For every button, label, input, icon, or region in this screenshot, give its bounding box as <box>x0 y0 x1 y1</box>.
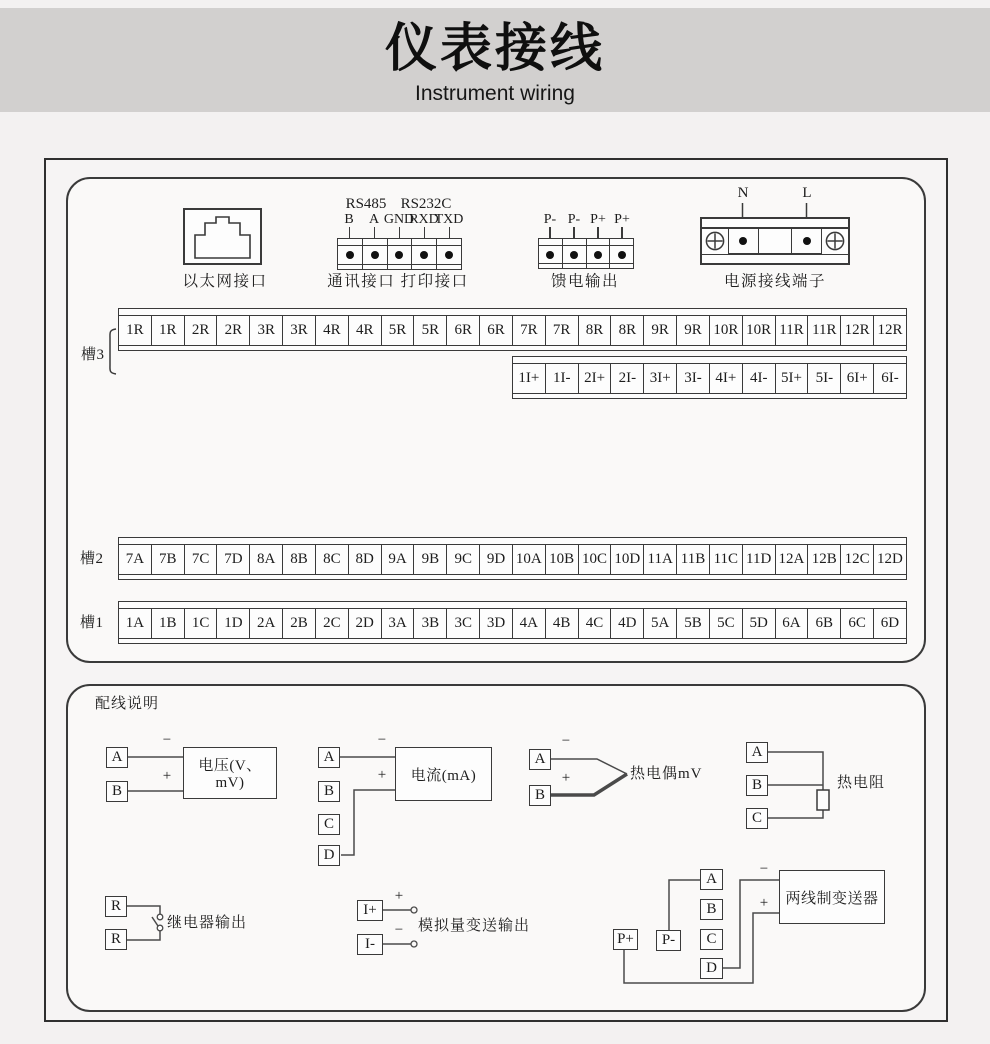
terminal-cell: 4A <box>513 609 546 638</box>
terminal-cell: 5A <box>644 609 677 638</box>
comm-terminal-block <box>337 238 462 270</box>
terminal-cell: 1R <box>119 316 152 345</box>
terminal-cell: 4I- <box>743 364 776 393</box>
terminal-cell: 6D <box>880 615 900 631</box>
pin-label-txd: TXD <box>434 212 464 227</box>
terminal-box-b: B <box>318 781 340 802</box>
minus-sign: − <box>377 732 387 748</box>
strip-rail <box>119 638 906 643</box>
pin-label-b: B <box>344 212 354 227</box>
pin-label-gnd: GND <box>383 212 415 227</box>
terminal-cell: 10A <box>513 545 546 574</box>
terminal-pin-cell <box>563 239 587 268</box>
analog-output-label: 模拟量变送输出 <box>418 918 531 934</box>
terminal-cell: 1R <box>152 316 185 345</box>
plus-sign: + <box>162 768 172 784</box>
terminal-cell: 10B <box>546 545 579 574</box>
terminal-cell: 11D <box>743 545 776 574</box>
power-inner-block <box>728 228 822 254</box>
terminal-box-pminus: P- <box>656 930 681 951</box>
power-terminal-block <box>700 217 850 265</box>
rs232c-label: RS232C <box>400 196 452 212</box>
relay-output-label: 继电器输出 <box>167 915 248 931</box>
terminal-cell: 11B <box>677 545 710 574</box>
strip-rail <box>119 574 906 579</box>
terminal-cell: 10R <box>743 316 776 345</box>
strip-rail <box>119 309 906 316</box>
terminal-cell: 5R <box>414 316 447 345</box>
wiring-notes-title: 配线说明 <box>95 696 160 712</box>
pin-wire <box>549 227 551 238</box>
terminal-cell: 3A <box>382 609 415 638</box>
voltage-device-box: 电压(V、mV) <box>183 747 277 799</box>
terminal-pin-cell <box>539 239 563 268</box>
terminal-cell: 8D <box>349 545 382 574</box>
terminal-dot <box>420 251 428 259</box>
screw-icon <box>705 231 725 251</box>
terminal-cell: 6B <box>808 609 841 638</box>
strip-rail <box>513 393 906 398</box>
pin-label-a: A <box>368 212 380 227</box>
terminal-box-a: A <box>106 747 128 768</box>
terminal-cell: 3R <box>250 316 283 345</box>
comm-print-caption: 通讯接口 打印接口 <box>327 273 469 290</box>
slot3-terminal-strip <box>118 308 907 351</box>
terminal-cell: 7R <box>546 316 579 345</box>
terminal-pin-cell <box>363 239 388 269</box>
current-device-box: 电流(mA) <box>395 747 492 801</box>
slot2-label: 槽2 <box>80 551 104 567</box>
pin-label-pplus: P+ <box>614 212 630 227</box>
terminal-pin-cell <box>587 239 611 268</box>
terminal-cell: 6R <box>480 316 513 345</box>
terminal-pin-cell <box>610 239 633 268</box>
terminal-cell: 9C <box>447 545 480 574</box>
terminal-cell: 4I+ <box>710 364 743 393</box>
terminal-cell: 4C <box>579 609 612 638</box>
terminal-cell: 9D <box>480 545 513 574</box>
rtd-label: 热电阻 <box>837 775 886 791</box>
terminal-cell: 7B <box>152 545 185 574</box>
pin-label-l: L <box>802 185 812 201</box>
terminal-box-b: B <box>106 781 128 802</box>
terminal-cell: 6I- <box>881 370 899 386</box>
pin-label-pplus: P+ <box>590 212 606 227</box>
pin-wire <box>573 227 575 238</box>
pin-wire <box>374 227 376 238</box>
pin-wire <box>399 227 401 238</box>
slot1-terminal-strip <box>118 601 907 644</box>
plus-sign: + <box>394 888 404 904</box>
terminal-cell: 9B <box>414 545 447 574</box>
terminal-cell: 8C <box>316 545 349 574</box>
terminal-box-iminus: I- <box>357 934 383 955</box>
terminal-box-c: C <box>700 929 723 950</box>
minus-sign: − <box>561 733 571 749</box>
terminal-cell: 10C <box>579 545 612 574</box>
strip-rail <box>513 357 906 364</box>
terminal-cell: 11R <box>808 316 841 345</box>
plus-sign: + <box>759 895 769 911</box>
terminal-cell: 2R <box>217 316 250 345</box>
terminal-cell: 3I+ <box>644 364 677 393</box>
terminal-cell: 1I+ <box>513 364 546 393</box>
terminal-cell: 5B <box>677 609 710 638</box>
terminal-cell: 3D <box>480 609 513 638</box>
terminal-box-r: R <box>105 896 127 917</box>
terminal-cell: 10D <box>611 545 644 574</box>
terminal-dot <box>546 251 554 259</box>
terminal-cell: 7C <box>185 545 218 574</box>
terminal-cell: 6C <box>841 609 874 638</box>
terminal-pin-cell <box>729 229 758 253</box>
terminal-cell: 5R <box>382 316 415 345</box>
terminal-cell: 2B <box>283 609 316 638</box>
terminal-cell: 2I+ <box>579 364 612 393</box>
pin-label-rxd: RXD <box>409 212 439 227</box>
terminal-cell: 12C <box>841 545 874 574</box>
strip-rail <box>119 538 906 545</box>
pin-wire <box>349 227 351 238</box>
terminal-cell: 4R <box>316 316 349 345</box>
terminal-cell: 3I- <box>677 364 710 393</box>
terminal-dot <box>445 251 453 259</box>
terminal-box-a: A <box>529 749 551 770</box>
terminal-cell: 5C <box>710 609 743 638</box>
terminal-cell: 11A <box>644 545 677 574</box>
terminal-cell: 7A <box>119 545 152 574</box>
page-subtitle: Instrument wiring <box>415 82 575 105</box>
terminal-box-c: C <box>746 808 768 829</box>
terminal-pin-cell <box>792 229 821 253</box>
terminal-dot <box>618 251 626 259</box>
terminal-box-pplus: P+ <box>613 929 638 950</box>
terminal-cell: 7D <box>217 545 250 574</box>
minus-sign: − <box>759 861 769 877</box>
terminal-cell: 12A <box>776 545 809 574</box>
slot2-terminal-strip <box>118 537 907 580</box>
slot1-label: 槽1 <box>80 615 104 631</box>
terminal-cell: 2A <box>250 609 283 638</box>
terminal-cell: 5D <box>743 609 776 638</box>
rs485-label: RS485 <box>345 196 387 212</box>
terminal-cell: 1B <box>152 609 185 638</box>
terminal-cell: 11C <box>710 545 743 574</box>
screw-icon <box>825 231 845 251</box>
terminal-cell: 1I- <box>546 364 579 393</box>
terminal-cell: 10R <box>710 316 743 345</box>
terminal-cell: 12R <box>877 322 903 338</box>
terminal-cell: 4R <box>349 316 382 345</box>
terminal-cell: 5I- <box>808 364 841 393</box>
terminal-spacer-cell <box>758 229 793 253</box>
page-title: 仪表接线 <box>384 20 605 78</box>
terminal-cell: 3C <box>447 609 480 638</box>
terminal-cell: 12D <box>877 551 903 567</box>
terminal-cell: 8B <box>283 545 316 574</box>
pin-wire <box>621 227 623 238</box>
terminal-pin-cell <box>338 239 363 269</box>
terminal-cell: 12R <box>841 316 874 345</box>
terminal-cell: 3R <box>283 316 316 345</box>
minus-sign: − <box>394 922 404 938</box>
terminal-cell: 6I+ <box>841 364 874 393</box>
terminal-cell: 1D <box>217 609 250 638</box>
terminal-dot <box>570 251 578 259</box>
terminal-box-b: B <box>746 775 768 796</box>
terminal-cell: 8A <box>250 545 283 574</box>
minus-sign: − <box>162 732 172 748</box>
slot3-row2-terminal-strip <box>512 356 907 399</box>
thermocouple-label: 热电偶mV <box>630 766 703 782</box>
terminal-cell: 4D <box>611 609 644 638</box>
terminal-cell: 2R <box>185 316 218 345</box>
terminal-box-d: D <box>700 958 723 979</box>
slot3-label: 槽3 <box>81 347 105 363</box>
terminal-box-d: D <box>318 845 340 866</box>
pin-wire <box>424 227 426 238</box>
pin-wire <box>449 227 451 238</box>
terminal-box-a: A <box>318 747 340 768</box>
pin-wire <box>597 227 599 238</box>
terminal-cell: 9R <box>644 316 677 345</box>
plus-sign: + <box>377 767 387 783</box>
terminal-box-c: C <box>318 814 340 835</box>
strip-rail <box>119 602 906 609</box>
terminal-box-a: A <box>700 869 723 890</box>
terminal-pin-cell <box>412 239 437 269</box>
terminal-cell: 11R <box>776 316 809 345</box>
transmitter-device-box: 两线制变送器 <box>779 870 885 924</box>
terminal-pin-cell <box>388 239 413 269</box>
terminal-cell: 8R <box>579 316 612 345</box>
feed-output-caption: 馈电输出 <box>550 273 620 290</box>
plus-sign: + <box>561 770 571 786</box>
terminal-pin-cell <box>437 239 461 269</box>
terminal-cell: 8R <box>611 316 644 345</box>
terminal-cell: 7R <box>513 316 546 345</box>
wiring-notes-panel <box>66 684 926 1012</box>
pin-label-pminus: P- <box>567 212 581 227</box>
terminal-box-b: B <box>529 785 551 806</box>
pin-label-n: N <box>737 185 749 201</box>
terminal-dot <box>346 251 354 259</box>
terminal-cell: 3B <box>414 609 447 638</box>
terminal-box-b: B <box>700 899 723 920</box>
terminal-cell: 9R <box>677 316 710 345</box>
power-terminal-caption: 电源接线端子 <box>723 273 827 290</box>
terminal-cell: 2C <box>316 609 349 638</box>
terminal-cell: 6A <box>776 609 809 638</box>
terminal-dot <box>594 251 602 259</box>
terminal-box-r: R <box>105 929 127 950</box>
ethernet-port-icon <box>183 208 262 265</box>
terminal-box-iplus: I+ <box>357 900 383 921</box>
terminal-cell: 2D <box>349 609 382 638</box>
feed-output-block <box>538 238 634 269</box>
strip-rail <box>119 345 906 350</box>
terminal-dot <box>395 251 403 259</box>
terminal-box-a: A <box>746 742 768 763</box>
pin-label-pminus: P- <box>543 212 557 227</box>
terminal-cell: 6R <box>447 316 480 345</box>
terminal-cell: 9A <box>382 545 415 574</box>
terminal-cell: 1A <box>119 609 152 638</box>
terminal-dot <box>371 251 379 259</box>
terminal-cell: 12B <box>808 545 841 574</box>
terminal-cell: 2I- <box>611 364 644 393</box>
terminal-cell: 4B <box>546 609 579 638</box>
ethernet-caption: 以太网接口 <box>182 273 268 290</box>
terminal-cell: 1C <box>185 609 218 638</box>
terminal-cell: 5I+ <box>776 364 809 393</box>
